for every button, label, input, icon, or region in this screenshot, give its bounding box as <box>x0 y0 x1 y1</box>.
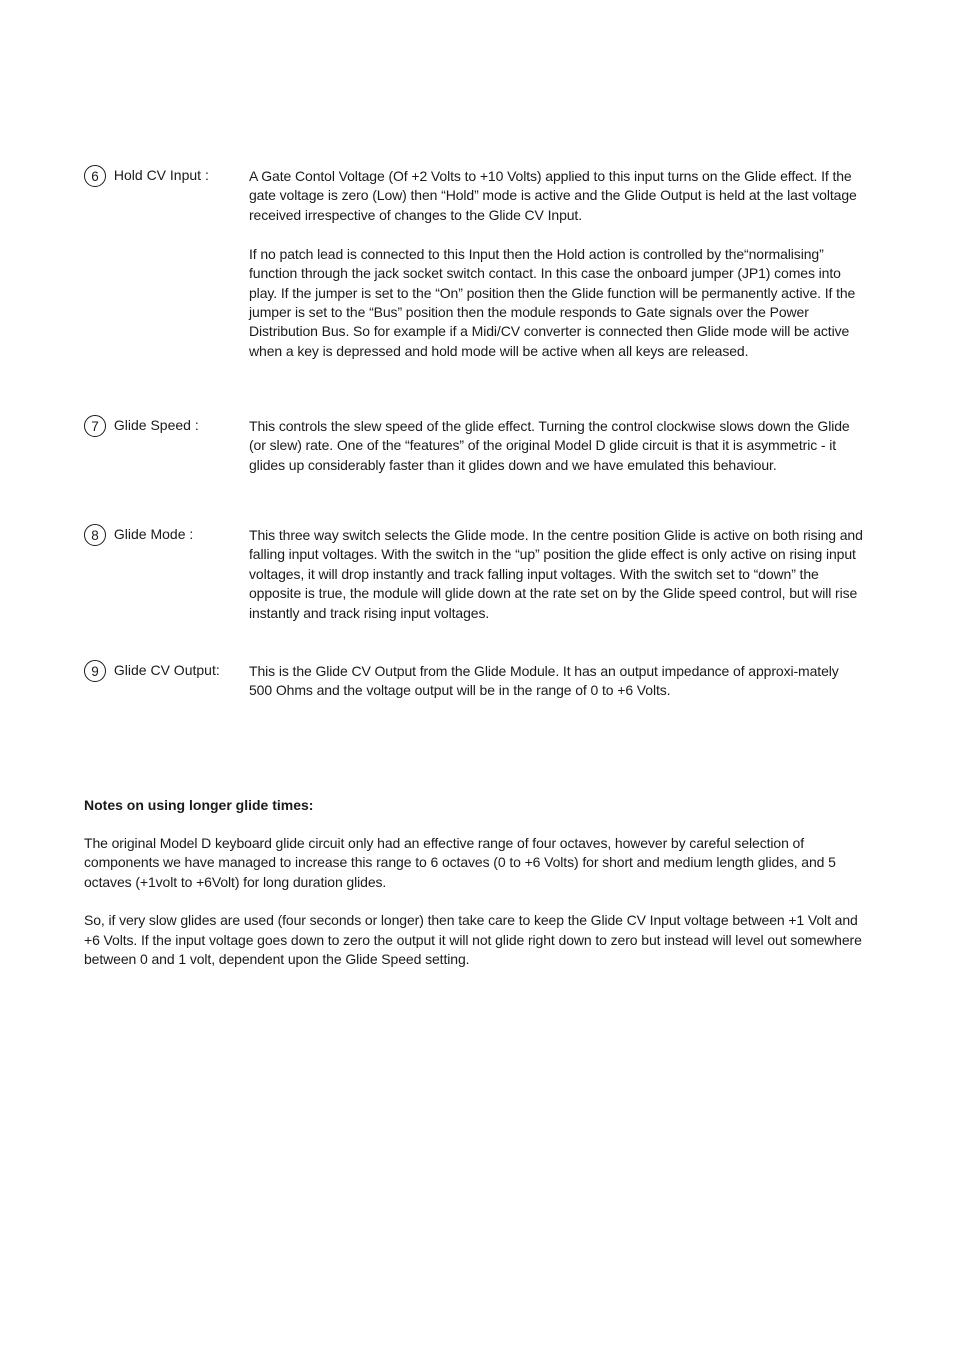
entry-label <box>84 526 244 546</box>
entry-label-text: Glide CV Output: <box>113 662 220 679</box>
entry-label-text: Glide Speed : <box>113 417 199 434</box>
notes-heading: Notes on using longer glide times: <box>84 797 314 813</box>
description-paragraph: This three way switch selects the Glide mode. In the centre position Glide is active on both rising and falling input voltages. With the switch in the “up” position the glide effect is only active on rising input voltages, it will drop instantly and track falling input voltages. With the switch set to “down” the opposite is true, the module will glide down at the rate set on by the Glide speed control, but will rise instantly and track rising input voltages. <box>249 527 863 621</box>
number-badge: 6 <box>84 165 106 187</box>
entry-label <box>84 167 244 187</box>
notes-section <box>84 796 869 969</box>
description-paragraph: If no patch lead is connected to this Input then the Hold action is controlled by the“normalising” function through the jack socket switch contact. In this case the onboard jumper (JP1) comes into play. If the jumper is set to the “On” position then the Glide function will be permanently active. If the jumper is set to the “Bus” position then the module responds to Gate signals over the Power Distribution Bus. So for example if a Midi/CV converter is connected then Glide mode will be active when a key is depressed and hold mode will be active when all keys are released. <box>249 245 856 359</box>
entry-description <box>249 417 864 475</box>
number-badge: 8 <box>84 524 106 546</box>
number-badge: 9 <box>84 660 106 682</box>
entry-label <box>84 417 244 437</box>
description-paragraph: This controls the slew speed of the glide effect. Turning the control clockwise slows down the Glide (or slew) rate. One of the “features” of the original Model D glide circuit is that it is asymmetric - it glides up considerably faster than it glides down and we have emulated this behaviour. <box>249 418 850 473</box>
notes-paragraph: So, if very slow glides are used (four seconds or longer) then take care to keep the Glide CV Input voltage between +1 Volt and +6 Volts. If the input voltage goes down to zero the output it will not glide right down to zero but instead will level out somewhere between 0 and 1 volt, dependent upon the Glide Speed setting. <box>84 912 862 967</box>
entry-description <box>249 526 864 623</box>
number-badge: 7 <box>84 415 106 437</box>
entry-description <box>249 167 864 361</box>
entry-label-text: Glide Mode : <box>113 526 194 543</box>
description-paragraph: A Gate Contol Voltage (Of +2 Volts to +10 Volts) applied to this input turns on the Glide effect. If the gate voltage is zero (Low) then “Hold” mode is active and the Glide Output is held at the last voltage received irrespective of changes to the Glide CV Input. <box>249 168 857 223</box>
entry-description <box>249 662 864 701</box>
entry-label <box>84 662 244 682</box>
notes-paragraph: The original Model D keyboard glide circuit only had an effective range of four octaves, however by careful selection of components we have managed to increase this range to 6 octaves (0 to +6 Volts) for short and medium length glides, and 5 octaves (+1volt to +6Volt) for long duration glides. <box>84 834 836 890</box>
entry-label-text: Hold CV Input : <box>113 167 209 184</box>
description-paragraph: This is the Glide CV Output from the Glide Module. It has an output impedance of approxi-mately 500 Ohms and the voltage output will be in the range of 0 to +6 Volts. <box>249 663 839 699</box>
